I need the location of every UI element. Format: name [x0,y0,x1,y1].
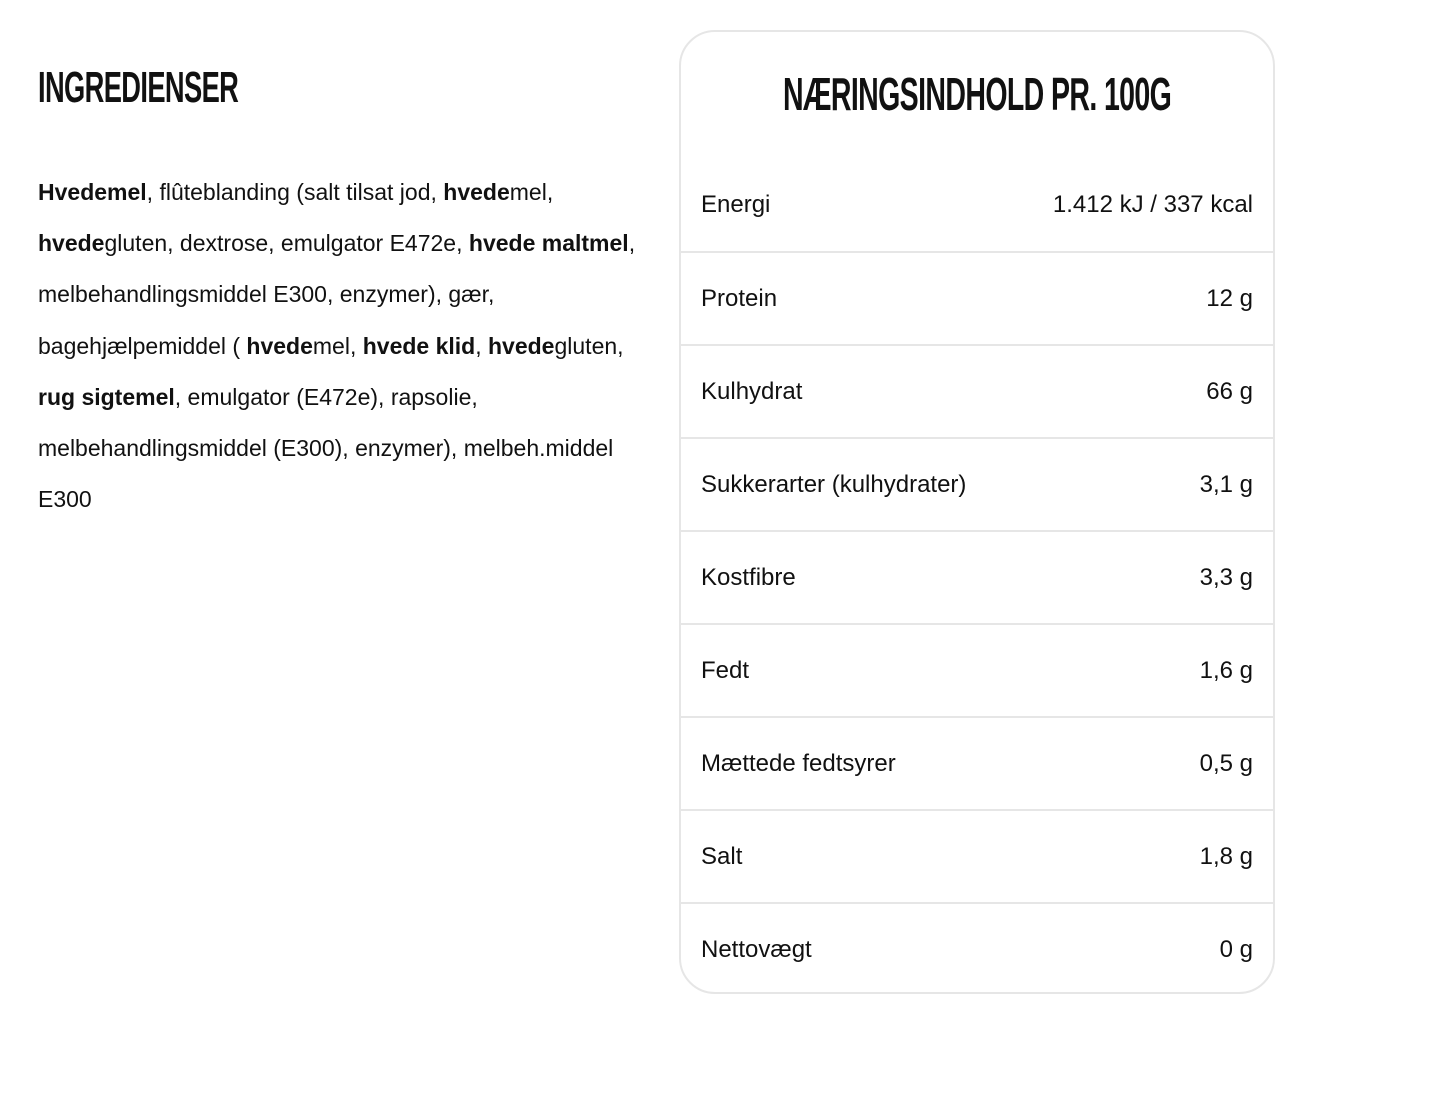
ingredient-segment: gluten, dextrose, emulgator E472e, [104,230,469,257]
ingredients-heading: INGREDIENSER [38,63,239,112]
nutrition-value: 0 g [1219,935,1253,963]
ingredient-segment: hvede maltmel [468,230,629,257]
nutrition-label: Kostfibre [701,563,796,591]
nutrition-row-kostfibre [681,530,1273,623]
ingredient-segment: gluten, [554,332,624,359]
ingredients-section [38,62,638,548]
ingredient-segment: , [475,332,488,359]
ingredient-segment: mel, [312,332,363,359]
ingredient-segment: , melbehandlingsmiddel E300, enzymer), gær, bagehjælpemiddel ( [38,230,636,359]
nutrition-label: Protein [701,284,778,312]
ingredient-segment: rug sigtemel [38,383,175,410]
nutrition-row-kulhydrat [681,344,1273,437]
nutrition-label: Sukkerarter (kulhydrater) [701,470,967,498]
nutrition-value: 1,6 g [1199,656,1253,684]
nutrition-label: Nettovægt [701,935,812,963]
nutrition-row-energi [681,158,1273,251]
nutrition-value: 0,5 g [1199,749,1253,777]
ingredient-segment: hvede [443,179,510,205]
nutrition-table [681,158,1273,994]
nutrition-row-protein [681,251,1273,344]
ingredient-segment: hvede [246,332,313,359]
ingredient-segment: , flûteblanding (salt tilsat jod, [146,179,444,205]
nutrition-label: Mættede fedtsyrer [701,749,896,777]
nutrition-value: 66 g [1206,377,1253,405]
nutrition-row-fedt [681,623,1273,716]
nutrition-card [679,30,1275,994]
nutrition-label: Energi [701,190,771,218]
ingredient-segment: hvede [38,230,105,257]
ingredient-segment: , emulgator (E472e), rapsolie, melbehandlingsmiddel (E300), enzymer), melbeh.middel E300 [38,383,614,513]
nutrition-label: Salt [701,842,743,870]
nutrition-label: Fedt [701,656,750,684]
ingredient-segment: hvede [488,332,555,359]
nutrition-heading: NÆRINGSINDHOLD PR. 100G [782,68,1172,120]
ingredient-segment: mel, [509,179,554,205]
ingredient-segment: Hvedemel [38,179,147,205]
nutrition-value: 3,3 g [1199,563,1253,591]
nutrition-label: Kulhydrat [701,377,803,405]
nutrition-header [681,32,1273,158]
nutrition-value: 1.412 kJ / 337 kcal [1052,190,1253,218]
nutrition-row-sukkerarter [681,437,1273,530]
nutrition-row-nettovaegt [681,902,1273,994]
nutrition-value: 12 g [1206,284,1253,312]
ingredients-text [38,167,638,525]
nutrition-value: 1,8 g [1199,842,1253,870]
nutrition-row-maettede-fedtsyrer [681,716,1273,809]
nutrition-value: 3,1 g [1199,470,1253,498]
nutrition-row-salt [681,809,1273,902]
ingredient-segment: hvede klid [362,332,476,359]
